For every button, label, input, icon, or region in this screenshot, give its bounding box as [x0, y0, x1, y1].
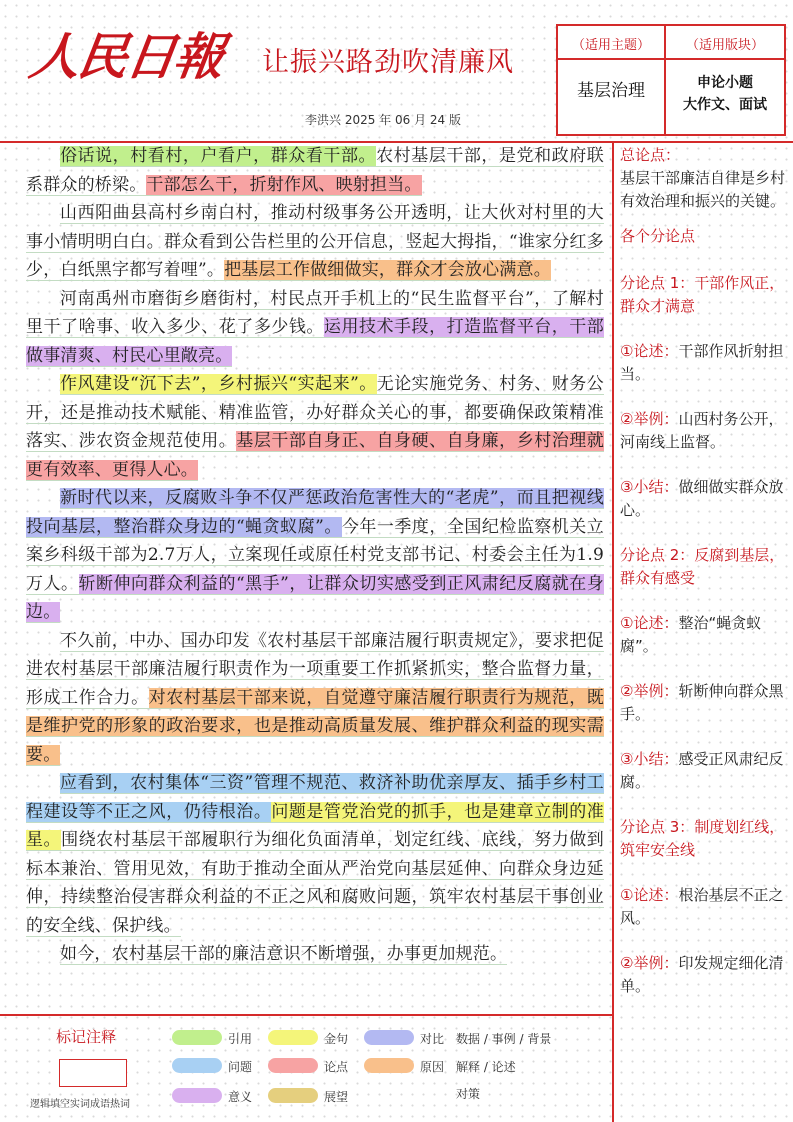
sidebar-rule	[612, 141, 614, 1122]
legend-swatch-reason	[364, 1058, 414, 1073]
legend-note: 逻辑填空实词成语热词	[30, 1099, 130, 1110]
legend-label: 金句	[324, 1032, 349, 1046]
legend-extra: 解释 / 论述	[456, 1060, 516, 1074]
point-1-summary	[620, 476, 788, 522]
article-paragraph	[26, 940, 604, 969]
article-paragraph	[26, 484, 604, 627]
example-label: ②举例：	[620, 410, 679, 428]
article-sentence: 围绕农村基层干部履职行为细化负面清单，划定红线、底线，努力做到标本兼治、管用见效，有助于推动全面从严治党向基层延伸、向群众身边延伸，持续整治侵害群众利益的不正之风和腐败问题，筑牢农村基层干事创业的安全线、保护线。	[26, 830, 605, 936]
point-1-title: 分论点 1：干部作风正，群众才满意	[620, 274, 785, 315]
article-sentence: 农村基层干部，是党和政府联系群众的桥梁。	[26, 146, 604, 195]
summary-label: ③小结：	[620, 478, 679, 496]
section-value-line-2: 大作文、面试	[683, 97, 767, 113]
section-label: （适用版块）	[685, 38, 764, 53]
argument-text: 干部作风折射担当。	[620, 342, 784, 383]
summary-text: 感受正风肃纪反腐。	[620, 750, 784, 791]
article-sentence: 今年一季度，全国纪检监察机关立案乡科级干部为2.7万人，立案现任或原任村党支部书记、村委会主任为1.9万人。	[26, 516, 605, 594]
example-text: 山西村务公开，河南线上监督。	[620, 410, 784, 451]
highlighted-sentence: 俗话说，村看村，户看户，群众看干部。	[60, 146, 377, 166]
highlighted-sentence: 新时代以来，反腐败斗争不仅严惩政治危害性大的“老虎”，而且把视线投向基层，整治群众身边的“蝇贪蚁腐”。	[26, 488, 604, 537]
article-paragraph	[26, 769, 604, 940]
legend-label: 对比	[420, 1032, 445, 1046]
legend-title: 标记注释	[56, 1028, 117, 1046]
legend-extra: 对策	[456, 1087, 481, 1101]
point-3-argument	[620, 884, 788, 930]
highlighted-sentence: 应看到，农村集体“三资”管理不规范、救济补助优亲厚友、插手乡村工程建设等不正之风，仍待根治。	[26, 773, 604, 822]
article-paragraph	[26, 627, 604, 770]
legend-swatch-question	[172, 1058, 222, 1073]
tag-box	[556, 24, 786, 136]
article-paragraph	[26, 142, 604, 199]
example-text: 印发规定细化清单。	[620, 954, 784, 995]
legend-swatch-quote	[268, 1030, 318, 1045]
article-sentence: 如今，农村基层干部的廉洁意识不断增强，办事更加规范。	[60, 944, 508, 964]
argument-sidebar	[620, 144, 788, 1020]
legend-swatch-cite	[172, 1030, 222, 1045]
legend-label: 引用	[228, 1032, 253, 1046]
legend-label: 论点	[324, 1060, 349, 1074]
point-2-argument	[620, 612, 788, 658]
argument-label: ①论述：	[620, 886, 679, 904]
argument-label: ①论述：	[620, 342, 679, 360]
highlighted-sentence: 作风建设“沉下去”，乡村振兴“实起来”。	[60, 374, 377, 394]
point-2-example	[620, 680, 788, 726]
point-2-summary	[620, 748, 788, 794]
section-value-line-1: 申论小题	[697, 75, 753, 91]
highlighted-sentence: 把基层工作做细做实，群众才会放心满意。	[224, 260, 551, 280]
summary-text: 做细做实群众放心。	[620, 478, 784, 519]
legend-blank-box	[59, 1059, 127, 1087]
legend-swatch-meaning	[172, 1088, 222, 1103]
article-body	[26, 142, 604, 969]
divider	[558, 58, 664, 60]
theme-column	[558, 26, 666, 134]
highlighted-sentence: 问题是管党治党的抓手，也是建章立制的准星。	[26, 801, 604, 850]
article-paragraph	[26, 199, 604, 285]
theme-label: （适用主题）	[571, 38, 650, 53]
example-label: ②举例：	[620, 954, 679, 972]
legend-rule	[0, 1014, 612, 1016]
point-1-argument	[620, 340, 788, 386]
sub-points-title: 各个分论点	[620, 227, 696, 245]
point-3-title: 分论点 3：制度划红线，筑牢安全线	[620, 818, 785, 859]
main-thesis-title: 总论点：	[620, 146, 681, 164]
article-paragraph	[26, 370, 604, 484]
highlighted-sentence: 基层干部自身正、自身硬、自身廉，乡村治理就更有效率、更得人心。	[26, 431, 604, 480]
theme-value: 基层治理	[577, 81, 645, 101]
legend-swatch-contrast	[364, 1030, 414, 1045]
main-thesis-text: 基层干部廉洁自律是乡村有效治理和振兴的关键。	[620, 169, 786, 210]
point-3-example	[620, 952, 788, 998]
article-headline: 让振兴路劲吹清廉风	[262, 47, 514, 78]
article-sentence: 不久前，中办、国办印发《农村基层干部廉洁履行职责规定》，要求把促进农村基层干部廉洁履行职责作为一项重要工作抓紧抓实，整合监督力量，形成工作合力。	[26, 630, 604, 708]
highlighted-sentence: 对农村基层干部来说，自觉遵守廉洁履行职责行为规范，既是维护党的形象的政治要求，也是推动高质量发展、维护群众利益的现实需要。	[26, 687, 605, 765]
article-sentence: 无论实施党务、村务、财务公开，还是推动技术赋能、精准监管，办好群众关心的事，都要确保政策精准落实、涉农资金规范使用。	[26, 374, 604, 451]
argument-text: 根治基层不正之风。	[620, 886, 784, 927]
article-sentence: 河南禹州市磨街乡磨街村，村民点开手机上的“民生监督平台”，了解村里干了啥事、收入多少、花了多少钱。	[26, 288, 604, 337]
article-sentence: 山西阳曲县高村乡南白村，推动村级事务公开透明，让大伙对村里的大事小情明明白白。群众看到公告栏里的公开信息，竖起大拇指，“谁家分红多少，白纸黑字都写着哩”。	[26, 203, 604, 280]
people-daily-logo: 人民日報	[25, 27, 227, 86]
article-paragraph	[26, 285, 604, 371]
legend-swatch-outlook	[268, 1088, 318, 1103]
section-column	[666, 26, 784, 134]
point-1-example	[620, 408, 788, 454]
example-label: ②举例：	[620, 682, 679, 700]
summary-label: ③小结：	[620, 750, 679, 768]
legend-label: 展望	[324, 1090, 349, 1104]
example-text: 斩断伸向群众黑手。	[620, 682, 784, 723]
point-2-title: 分论点 2：反腐到基层，群众有感受	[620, 546, 785, 587]
legend-label: 意义	[228, 1090, 253, 1104]
legend-swatch-point	[268, 1058, 318, 1073]
highlighted-sentence: 干部怎么干，折射作风、映射担当。	[146, 174, 422, 195]
legend-label: 原因	[420, 1060, 445, 1074]
divider	[666, 58, 784, 60]
article-byline: 李洪兴 2025 年 06 月 24 版	[305, 113, 461, 127]
legend-extra: 数据 / 事例 / 背景	[456, 1032, 552, 1046]
highlighted-sentence: 运用技术手段，打造监督平台，干部做事清爽、村民心里敞亮。	[26, 317, 604, 366]
section-value	[666, 72, 784, 116]
legend-label: 问题	[228, 1060, 253, 1074]
highlighted-sentence: 斩断伸向群众利益的“黑手”，让群众切实感受到正风肃纪反腐就在身边。	[26, 573, 604, 622]
argument-label: ①论述：	[620, 614, 679, 632]
argument-text: 整治“蝇贪蚁腐”。	[620, 614, 762, 655]
